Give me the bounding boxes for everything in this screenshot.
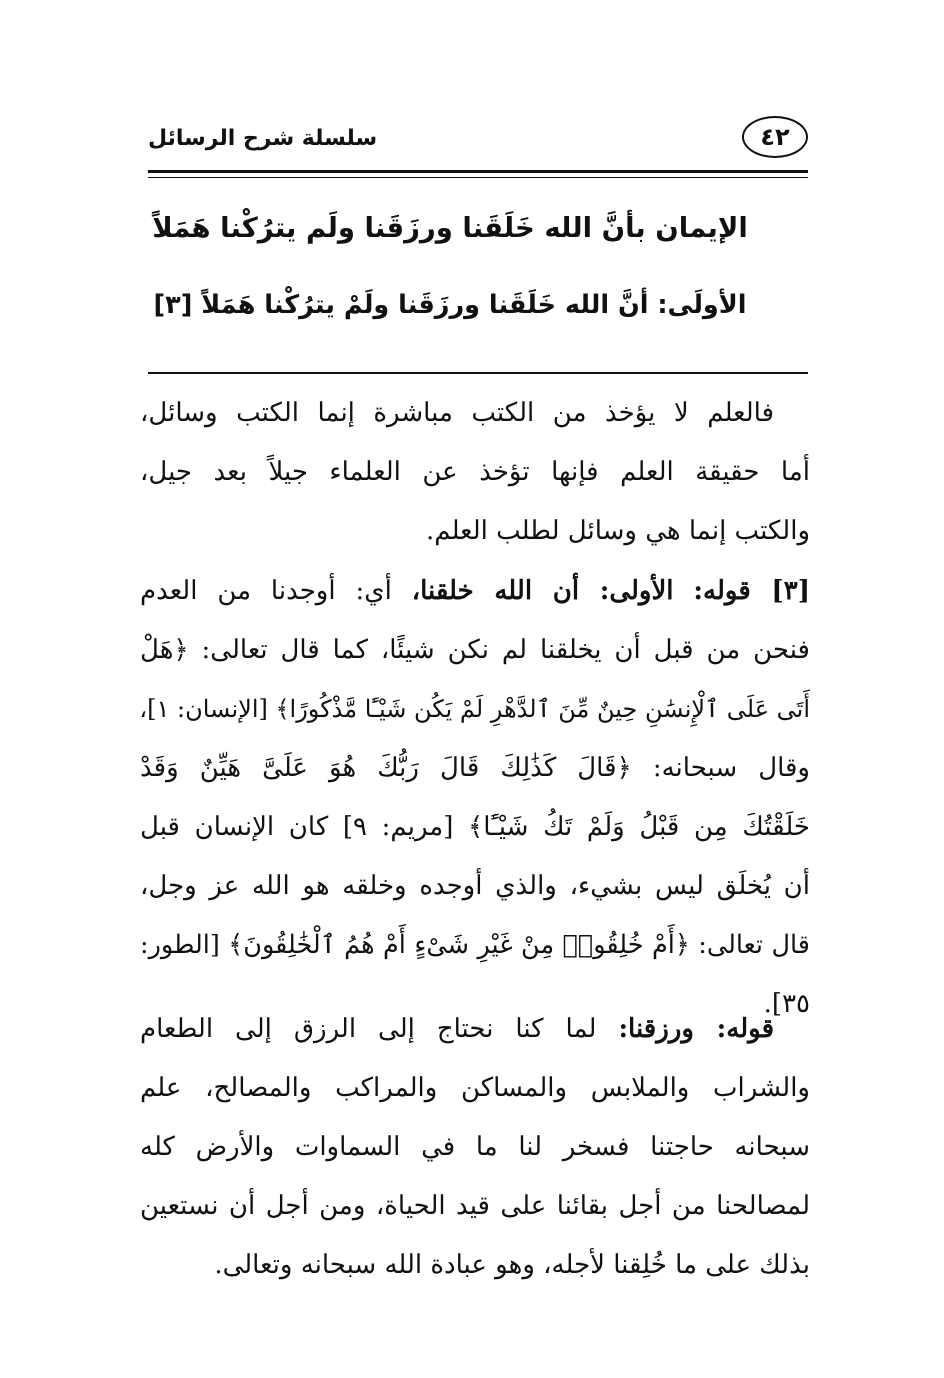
quoted-text: قوله: ورزقنا: <box>618 1014 774 1044</box>
paragraph-1 <box>140 384 810 561</box>
text-line: فنحن من قبل أن يخلقنا لم نكن شيئًا، كما قال تعالى: ﴿هَلْ <box>140 635 810 665</box>
text-line: بذلك على ما خُلِقنا لأجله، وهو عبادة الله سبحانه وتعالى. <box>214 1250 810 1280</box>
text-line: والكتب إنما هي وسائل لطلب العلم. <box>426 516 810 546</box>
text-line: أما حقيقة العلم فإنها تؤخذ عن العلماء جيلاً بعد جيل، <box>140 457 810 487</box>
text-line: أَتَى عَلَى ٱلْإِنسَٰنِ حِينٌ مِّنَ ٱلدَّهْرِ لَمْ يَكُن شَيْـًٔا مَّذْكُورًا﴾ [الإنسان: ١]، <box>139 695 810 723</box>
running-header <box>148 112 808 168</box>
section-divider <box>148 372 808 374</box>
text-line: سبحانه حاجتنا فسخر لنا ما في السماوات والأرض كله <box>140 1132 810 1162</box>
paragraph-2 <box>140 562 810 1034</box>
text-line: لمصالحنا من أجل بقائنا على قيد الحياة، ومن أجل أن نستعين <box>140 1191 810 1221</box>
text-line <box>140 1000 810 1059</box>
header-rule-thin <box>148 177 808 178</box>
text-line: خَلَقْتُكَ مِن قَبْلُ وَلَمْ تَكُ شَيْـًٔا﴾ [مريم: ٩] كان الإنسان قبل <box>140 812 810 842</box>
text-line: وقال سبحانه: ﴿قَالَ كَذَٰلِكَ قَالَ رَبُّكَ هُوَ عَلَىَّ هَيِّنٌ وَقَدْ <box>140 753 810 783</box>
header-rule <box>148 170 808 173</box>
commentary-marker: [٣] قوله: <box>693 576 810 606</box>
chapter-heading: الإيمان بأنَّ الله خَلَقَنا ورزَقَنا ولَم يترُكْنا هَمَلاً <box>152 212 748 244</box>
text-line: قال تعالى: ﴿أَمْ خُلِقُوا۟ مِنْ غَيْرِ شَىْءٍ أَمْ هُمُ ٱلْخَٰلِقُونَ﴾ [الطور: <box>140 930 810 960</box>
commentary-text: أي: أوجدنا من العدم <box>140 576 392 606</box>
section-heading: الأولَى: أنَّ الله خَلَقَنا ورزَقَنا ولَمْ يترُكْنا هَمَلاً [٣] <box>153 290 747 320</box>
paragraph-3 <box>140 1000 810 1295</box>
page-number-badge: ٤٢ <box>742 116 808 158</box>
text-line: والشراب والملابس والمساكن والمراكب والمصالح، علم <box>140 1073 810 1103</box>
text-line: فالعلم لا يؤخذ من الكتب مباشرة إنما الكتب وسائل، <box>140 398 774 428</box>
commentary-text: لما كنا نحتاج إلى الرزق إلى الطعام <box>140 1014 597 1044</box>
quoted-text: الأولى: أن الله خلقنا، <box>411 576 674 606</box>
text-line: ٣٥]. <box>763 989 810 1019</box>
text-line <box>140 562 810 621</box>
text-line: أن يُخلَق ليس بشيء، والذي أوجده وخلقه هو الله عز وجل، <box>140 871 810 901</box>
series-title: سلسلة شرح الرسائل <box>148 126 378 151</box>
